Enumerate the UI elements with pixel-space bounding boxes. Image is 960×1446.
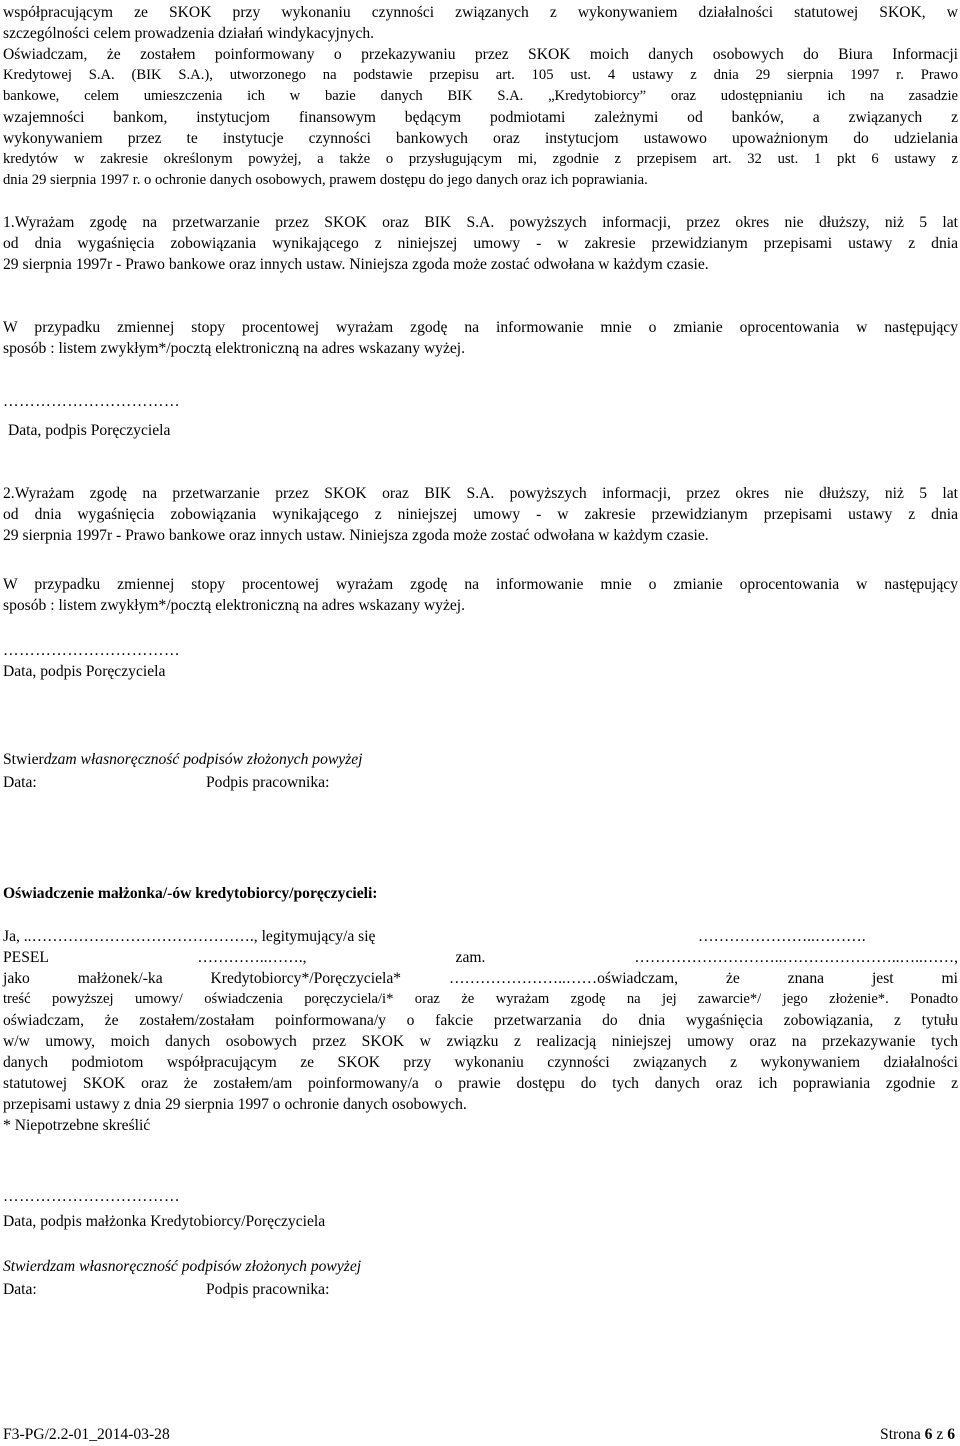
interest-rate-line: W przypadku zmiennej stopy procentowej wyrażam zgodę na informowanie mnie o zmianie oprocentowania w następujący [3, 319, 958, 336]
consent-1-line: 1.Wyrażam zgodę na przetwarzanie przez SKOK oraz BIK S.A. powyższych informacji, przez okres nie dłuższy, niż 5 lat [3, 214, 958, 231]
signature-dots: …………………………… [3, 393, 181, 410]
worker-signature-label: Podpis pracownika: [206, 1281, 330, 1298]
paragraph-line: kredytów w zakresie określonym powyżej, a także o przysługującym mi, zgodnie z przepisem art. 32 ust. 1 pkt 6 ustawy z [3, 151, 958, 167]
consent-2-line: 2.Wyrażam zgodę na przetwarzanie przez SKOK oraz BIK S.A. powyższych informacji, przez okres nie dłuższy, niż 5 lat [3, 485, 958, 502]
signature-dots: …………………………… [3, 1188, 181, 1205]
signature-label-spouse: Data, podpis małżonka Kredytobiorcy/Poręczyciela [3, 1213, 326, 1230]
paragraph-line: szczególności celem prowadzenia działań windykacyjnych. [3, 25, 375, 42]
worker-signature-label: Podpis pracownika: [206, 774, 330, 791]
spouse-name-field: Ja, ..……………………………………., legitymujący/a się [3, 928, 376, 945]
total-pages: 6 [947, 1426, 955, 1443]
page-of: z [936, 1426, 944, 1443]
signature-label-guarantor-1: Data, podpis Poręczyciela [8, 422, 171, 439]
consent-2-line: od dnia wygaśnięcia zobowiązania wynikającego z niniejszej umowy - w zakresie przewidzianym przepisami ustawy z dnia [3, 506, 958, 523]
spouse-line: statutowej SKOK oraz że zostałem/am poinformowany/a o prawie dostępu do tych danych oraz ich poprawiania zgodnie z [3, 1075, 958, 1092]
consent-1-line: od dnia wygaśnięcia zobowiązania wynikającego z niniejszej umowy - w zakresie przewidzianym przepisami ustawy z dnia [3, 235, 958, 252]
spouse-statement-heading: Oświadczenie małżonka/-ów kredytobiorcy/poręczycieli: [3, 885, 378, 902]
spouse-line-pesel: PESEL …………..……., zam. ………………………..…………………..…..……, [3, 949, 958, 966]
spouse-line: treść powyższej umowy/ oświadczenia poręczyciela/i* oraz że wyrażam zgodę na jej zawarcie*/ jego złożenie*. Ponadto [3, 991, 958, 1007]
spouse-line: danych podmiotom współpracującym ze SKOK przy wykonaniu czynności związanych z wykonywaniem działalności [3, 1054, 958, 1071]
verification-fields [3, 1279, 958, 1300]
paragraph-line: Kredytowej S.A. (BIK S.A.), utworzonego na podstawie przepisu art. 105 ust. 4 ustawy z dnia 29 sierpnia 1997 r. Prawo [3, 67, 958, 83]
interest-rate-line: sposób : listem zwykłym*/pocztą elektroniczną na adres wskazany wyżej. [3, 597, 466, 614]
paragraph-line: dnia 29 sierpnia 1997 r. o ochronie danych osobowych, prawem dostępu do jego danych oraz ich poprawiania. [3, 172, 648, 188]
verification-statement: Stwierdzam własnoręczność podpisów złożonych powyżej [3, 1258, 362, 1275]
page-label: Strona [880, 1426, 921, 1443]
spouse-line: jako małżonek/-ka Kredytobiorcy*/Poręczyciela* …………………..……oświadczam, że znana jest mi [3, 970, 958, 987]
paragraph-line: wykonywaniem przez te instytucje czynności bankowych oraz instytucjom ustawowo upoważnionym do udzielania [3, 130, 958, 147]
consent-1-line: 29 sierpnia 1997r - Prawo bankowe oraz innych ustaw. Niniejsza zgoda może zostać odwołana w każdym czasie. [3, 256, 709, 273]
current-page: 6 [924, 1426, 933, 1443]
spouse-line: oświadczam, że zostałem/zostałam poinformowana/y o fakcie przetwarzania do dnia wygaśnięcia zobowiązania, z tytułu [3, 1012, 958, 1029]
signature-label-guarantor-2: Data, podpis Poręczyciela [3, 663, 166, 680]
page-number [880, 1426, 955, 1444]
verification-prefix: Stwier [3, 751, 44, 768]
verification-statement [3, 749, 958, 770]
spouse-id-field: …………………..………. [698, 928, 866, 945]
paragraph-line: Oświadczam, że zostałem poinformowany o przekazywaniu przez SKOK moich danych osobowych do Biura Informacji [3, 46, 958, 63]
paragraph-line: współpracującym ze SKOK przy wykonaniu czynności związanych z wykonywaniem działalności statutowej SKOK, w [3, 4, 958, 21]
spouse-line: przepisami ustawy z dnia 29 sierpnia 1997 o ochronie danych osobowych. [3, 1096, 467, 1113]
consent-2-line: 29 sierpnia 1997r - Prawo bankowe oraz innych ustaw. Niniejsza zgoda może zostać odwołana w każdym czasie. [3, 527, 709, 544]
verification-rest: dzam własnoręczność podpisów złożonych powyżej [43, 751, 363, 768]
date-label: Data: [3, 1281, 37, 1298]
paragraph-line: wzajemności bankom, instytucjom finansowym będącym podmiotami zależnymi od banków, a związanych z [3, 109, 958, 126]
verification-fields [3, 772, 958, 793]
footnote-strike: * Niepotrzebne skreślić [3, 1117, 151, 1134]
document-code: F3-PG/2.2-01_2014-03-28 [3, 1426, 170, 1443]
paragraph-line: bankowe, celem umieszczenia ich w bazie danych BIK S.A. „Kredytobiorcy” oraz udostępnianiu ich na zasadzie [3, 88, 958, 104]
date-label: Data: [3, 774, 37, 791]
interest-rate-line: sposób : listem zwykłym*/pocztą elektroniczną na adres wskazany wyżej. [3, 340, 466, 357]
interest-rate-line: W przypadku zmiennej stopy procentowej wyrażam zgodę na informowanie mnie o zmianie oprocentowania w następujący [3, 576, 958, 593]
signature-dots: …………………………… [3, 642, 181, 659]
spouse-line-name [3, 926, 958, 947]
spouse-line: w/w umowy, moich danych osobowych przez SKOK w związku z realizacją niniejszej umowy oraz na przekazywanie tych [3, 1033, 958, 1050]
